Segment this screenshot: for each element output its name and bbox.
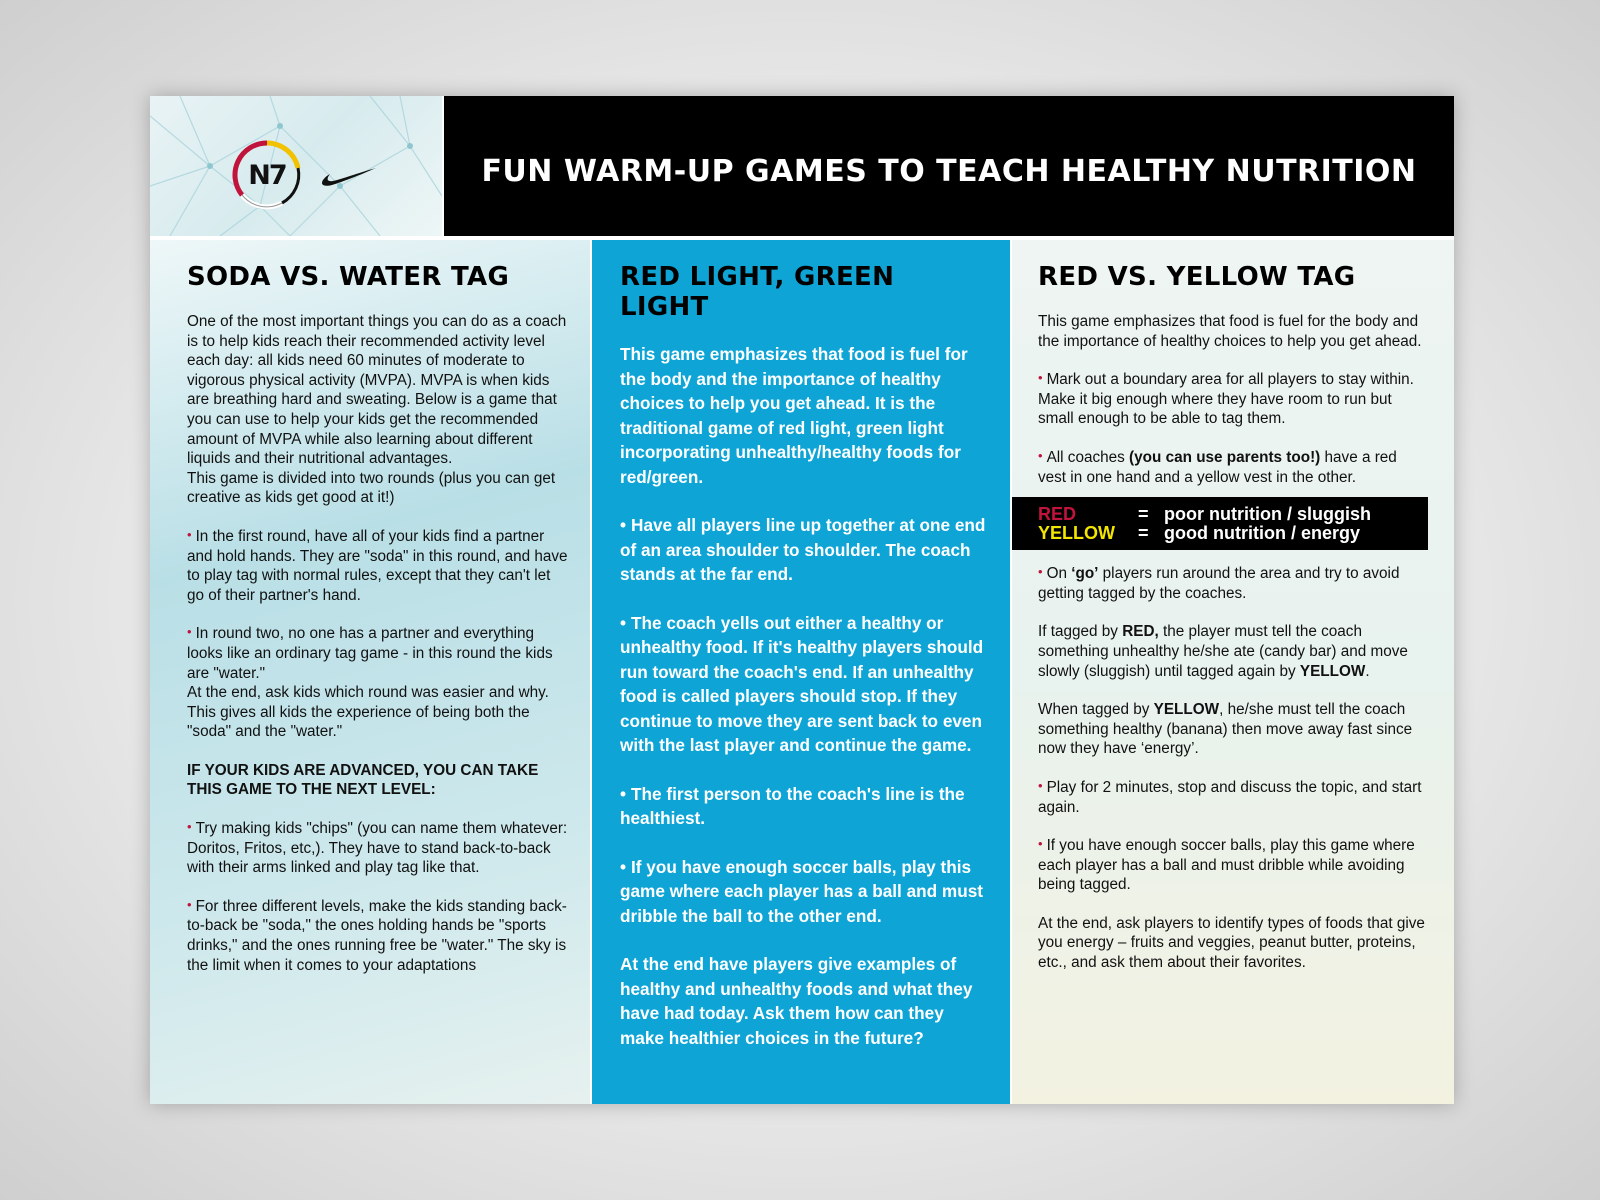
list-item: • For three different levels, make the kids standing back-to-back be "soda," the ones holding hands be "sports drinks," and the ones running free be "water." The sky is the limit when it comes to your adaptations — [187, 896, 567, 974]
column-soda-vs-water — [150, 240, 590, 1104]
bullet-icon: • — [1038, 564, 1043, 580]
bullet-icon: • — [620, 783, 627, 804]
color-legend — [1012, 497, 1428, 550]
swoosh-icon — [320, 166, 378, 190]
bullet-icon: • — [187, 526, 192, 542]
legend-value-red: poor nutrition / sluggish — [1164, 504, 1371, 525]
legend-key-red: RED — [1038, 504, 1077, 525]
legend-value-yellow: good nutrition / energy — [1164, 523, 1360, 544]
list-item: • On ‘go’ players run around the area and try to avoid getting tagged by the coaches. — [1038, 564, 1400, 602]
column-heading: RED VS. YELLOW TAG — [1038, 262, 1356, 292]
n7-logo — [230, 138, 310, 218]
column-heading: SODA VS. WATER TAG — [187, 262, 510, 292]
column-heading: RED LIGHT, GREEN LIGHT — [620, 262, 895, 322]
end-paragraph: At the end, ask players to identify types of foods that give you energy – fruits and veggies, peanut butter, proteins, etc., and ask them about their favorites. — [1038, 914, 1425, 972]
page-title: FUN WARM-UP GAMES TO TEACH HEALTHY NUTRITION — [481, 153, 1417, 189]
column-body — [187, 312, 570, 975]
end-paragraph: At the end, ask kids which round was easier and why. This gives all kids the experience of being both the "soda" and the "water." — [187, 684, 549, 741]
red-rule-paragraph: If tagged by RED, the player must tell the coach something unhealthy he/she ate (candy bar) and move slowly (sluggish) until tagged again by YELLOW. — [1038, 623, 1408, 680]
list-item: • Try making kids "chips" (you can name them whatever: Doritos, Fritos, etc,). They have to stand back-to-back with their arms linked and play tag like that. — [187, 819, 568, 877]
column-red-vs-yellow — [1012, 240, 1454, 1104]
bullet-icon: • — [187, 819, 192, 835]
list-item: • All coaches (you can use parents too!) have a red vest in one hand and a yellow vest in the other. — [1038, 447, 1397, 486]
end-paragraph: At the end have players give examples of healthy and unhealthy foods and what they have had today. Ask them how can they make healthier choices in the future? — [620, 954, 973, 1048]
title-bar — [444, 96, 1454, 236]
flyer-sheet — [150, 96, 1454, 1104]
bullet-icon: • — [620, 856, 627, 877]
column-body — [1012, 312, 1428, 973]
bullet-icon: • — [187, 624, 192, 640]
n7-logo-text: N7 — [248, 159, 286, 191]
yellow-rule-paragraph: When tagged by YELLOW, he/she must tell the coach something healthy (banana) then move away fast since now they have ‘energy’. — [1038, 701, 1413, 758]
legend-row-yellow: YELLOW = good nutrition / energy — [1038, 523, 1360, 544]
bullet-icon: • — [1038, 370, 1043, 386]
legend-key-yellow: YELLOW — [1038, 523, 1115, 544]
list-item: • The first person to the coach's line is the healthiest. — [620, 783, 965, 828]
bullet-icon: • — [1038, 447, 1043, 463]
list-item: • The coach yells out either a healthy or unhealthy food. If it's healthy players should run toward the coach's end. If an unhealthy food is called players should stop. If they continue to move they are sent back to even with the last player and continue the game. — [620, 612, 984, 755]
bullet-icon: • — [620, 612, 627, 633]
list-item: • Play for 2 minutes, stop and discuss the topic, and start again. — [1038, 777, 1422, 816]
bullet-icon: • — [1038, 836, 1043, 852]
intro-paragraph-2: This game is divided into two rounds (plus you can get creative as kids get good at it!) — [187, 469, 556, 507]
column-red-light-green-light — [592, 240, 1010, 1104]
bullet-icon: • — [1038, 777, 1043, 793]
intro-paragraph: This game emphasizes that food is fuel for the body and the importance of healthy choices to help you get ahead. — [1038, 313, 1422, 350]
list-item: • If you have enough soccer balls, play this game where each player has a ball and must dribble the ball to the other end. — [620, 856, 983, 926]
list-item: • Mark out a boundary area for all players to stay within. Make it big enough where they have room to run but small enough to be able to tag them. — [1038, 370, 1414, 428]
list-item: • In the first round, have all of your kids find a partner and hold hands. They are "soda" in this round, and have to play tag with normal rules, except that they can't let go of their partner's hand. — [187, 526, 568, 604]
list-item: • If you have enough soccer balls, play this game where each player has a ball and must dribble while avoiding being tagged. — [1038, 836, 1415, 894]
logo-panel — [150, 96, 442, 236]
legend-row-red: RED = poor nutrition / sluggish — [1038, 504, 1371, 525]
list-item: • Have all players line up together at one end of an area shoulder to shoulder. The coach stands at the far end. — [620, 515, 986, 584]
bullet-icon: • — [187, 896, 192, 912]
intro-paragraph: One of the most important things you can do as a coach is to help kids reach their recommended activity level each day: all kids need 60 minutes of moderate to vigorous physical activity (MVPA). MVPA is when kids are breathing hard and sweating. Below is a game that you can use to help your kids get the recommended amount of MVPA while also learning about different liquids and their nutritional advantages. — [187, 313, 567, 468]
bullet-icon: • — [620, 515, 627, 535]
column-body — [620, 342, 992, 1050]
intro-paragraph: This game emphasizes that food is fuel for the body and the importance of healthy choices to help you get ahead. It is the traditional game of red light, green light incorporating unhealthy/healthy foods for red/green. — [620, 344, 968, 487]
advanced-heading: IF YOUR KIDS ARE ADVANCED, YOU CAN TAKE THIS GAME TO THE NEXT LEVEL: — [187, 761, 539, 799]
list-item: • In round two, no one has a partner and everything looks like an ordinary tag game - in this round the kids are "water." — [187, 624, 553, 682]
